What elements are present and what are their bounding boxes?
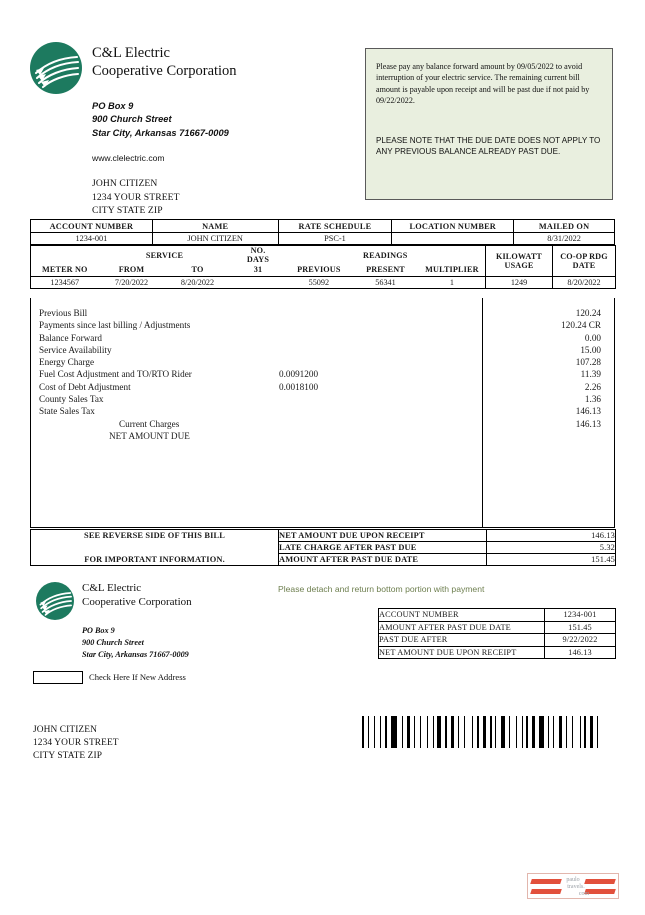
value-location-number <box>392 233 514 245</box>
charge-description: State Sales Tax <box>39 406 95 417</box>
barcode-bar <box>398 716 400 748</box>
barcode-bar <box>455 716 456 748</box>
payment-notice-box <box>365 48 613 200</box>
barcode-bar <box>451 716 454 748</box>
summary-value-0: 146.13 <box>487 530 616 542</box>
barcode-bar <box>595 716 596 748</box>
value-from: 7/20/2022 <box>99 276 165 288</box>
amount-column-divider <box>482 298 483 527</box>
coop-line2: DATE <box>572 260 596 270</box>
barcode-bar <box>532 716 535 748</box>
col-days-value: 31 <box>231 264 286 276</box>
spacer-meter <box>31 246 99 265</box>
barcode-bar <box>553 716 554 748</box>
stub-row <box>379 634 616 647</box>
stub-company-name-line1: C&L Electric <box>82 582 142 594</box>
barcode-bar <box>545 716 546 748</box>
charge-amount: 146.13 <box>575 406 601 417</box>
barcode-bar <box>536 716 537 748</box>
barcode-bar <box>407 716 410 748</box>
barcode-bar <box>477 716 479 748</box>
barcode-bar <box>402 716 403 748</box>
summary-label-0: NET AMOUNT DUE UPON RECEIPT <box>279 530 487 542</box>
barcode-bar <box>385 716 387 748</box>
charge-amount: 15.00 <box>580 344 601 355</box>
customer-name: JOHN CITIZEN <box>92 178 158 190</box>
company-address-line1: PO Box 9 <box>92 101 134 111</box>
stub-row <box>379 646 616 659</box>
barcode-bar <box>539 716 544 748</box>
value-present: 56341 <box>352 276 419 288</box>
barcode-bar <box>483 716 486 748</box>
charge-description: Fuel Cost Adjustment and TO/RTO Rider <box>39 369 192 380</box>
account-summary-table <box>30 219 615 245</box>
col-from: FROM <box>99 264 165 276</box>
stub-row <box>379 621 616 634</box>
coop-circle-logo-icon <box>30 42 82 94</box>
col-name: NAME <box>152 220 278 233</box>
new-address-checkbox[interactable] <box>33 671 83 684</box>
barcode-bar <box>391 716 397 748</box>
charge-row <box>31 381 614 393</box>
barcode-bar <box>412 716 413 748</box>
reverse-side-note-line2 <box>31 542 279 554</box>
col-account-number: ACCOUNT NUMBER <box>31 220 153 233</box>
barcode-bar <box>572 716 573 748</box>
barcode-bar <box>362 716 364 748</box>
new-address-label: Check Here If New Address <box>89 672 186 682</box>
barcode-bar <box>530 716 531 748</box>
charges-detail-panel <box>30 298 615 528</box>
value-name: JOHN CITIZEN <box>152 233 278 245</box>
group-no-days <box>231 246 286 265</box>
table-row <box>31 233 615 245</box>
barcode-bar <box>458 716 459 748</box>
barcode-bar <box>490 716 492 748</box>
charge-row <box>31 430 614 442</box>
barcode-bar <box>588 716 589 748</box>
stub-address-line2: 900 Church Street <box>82 637 144 647</box>
barcode-bar <box>404 716 406 748</box>
stub-value-0: 1234-001 <box>545 609 616 622</box>
charge-description: NET AMOUNT DUE <box>109 430 190 441</box>
barcode-bar <box>370 716 372 748</box>
bill-summary-table <box>30 529 615 566</box>
kwh-line1: KILOWATT <box>495 251 543 261</box>
charge-row <box>31 368 614 380</box>
value-to: 8/20/2022 <box>165 276 231 288</box>
summary-label-1: LATE CHARGE AFTER PAST DUE <box>279 542 487 554</box>
barcode-bar <box>568 716 570 748</box>
service-readings-table <box>30 245 615 289</box>
remit-street: 1234 YOUR STREET <box>33 737 119 748</box>
barcode-bar <box>548 716 549 748</box>
stub-company-identity <box>36 582 192 620</box>
barcode-bar <box>493 716 494 748</box>
value-days <box>231 276 286 288</box>
value-mailed-on: 8/31/2022 <box>514 233 615 245</box>
company-name <box>92 42 237 80</box>
barcode-bar <box>487 716 488 748</box>
summary-value-2: 151.45 <box>487 554 616 566</box>
barcode-bar <box>376 716 379 748</box>
stub-label-3: NET AMOUNT DUE UPON RECEIPT <box>379 646 545 659</box>
watermark-line1: paulo <box>566 877 580 883</box>
barcode-bar <box>559 716 562 748</box>
barcode-icon <box>362 716 599 748</box>
barcode-bar <box>475 716 476 748</box>
barcode-bar <box>374 716 375 748</box>
stub-company-name <box>82 582 192 610</box>
stub-row <box>379 609 616 622</box>
reverse-side-note-line3: FOR IMPORTANT INFORMATION. <box>31 554 279 566</box>
charge-description: Previous Bill <box>39 308 88 318</box>
charge-amount: 1.36 <box>584 394 601 405</box>
notice-paragraph-1: Please pay any balance forward amount by 09/05/2022 to avoid interruption of your electric service. The remaining current bill amount is payable upon receipt and will be past due if not paid by 09/22/2022. <box>376 62 590 106</box>
summary-row <box>31 530 616 542</box>
barcode-bar <box>556 716 558 748</box>
barcode-bar <box>368 716 369 748</box>
barcode-bar <box>443 716 444 748</box>
barcode-bar <box>550 716 552 748</box>
notice-paragraph-2: PLEASE NOTE THAT THE DUE DATE DOES NOT APPLY TO ANY PREVIOUS BALANCE ALREADY PAST DUE. <box>376 135 601 157</box>
col-present: PRESENT <box>352 264 419 276</box>
value-coop-rdg-date: 8/20/2022 <box>553 276 616 288</box>
stub-label-0: ACCOUNT NUMBER <box>379 609 545 622</box>
value-rate-schedule: PSC-1 <box>278 233 392 245</box>
watermark-text <box>528 877 618 898</box>
stub-value-2: 9/22/2022 <box>545 634 616 647</box>
barcode-bar <box>389 716 390 748</box>
watermark-line2: travels. <box>567 884 585 890</box>
reverse-side-note-line1: SEE REVERSE SIDE OF THIS BILL <box>31 530 279 542</box>
charge-row <box>31 393 614 405</box>
barcode-bar <box>464 716 465 748</box>
stub-label-1: AMOUNT AFTER PAST DUE DATE <box>379 621 545 634</box>
barcode-bar <box>590 716 593 748</box>
remit-city-state-zip: CITY STATE ZIP <box>33 750 103 761</box>
charge-amount: 2.26 <box>584 381 601 392</box>
stub-label-2: PAST DUE AFTER <box>379 634 545 647</box>
barcode-bar <box>501 716 505 748</box>
barcode-bar <box>449 716 450 748</box>
barcode-bar <box>509 716 510 748</box>
charge-row <box>31 344 614 356</box>
paulo-travels-watermark <box>527 873 619 899</box>
charge-row <box>31 405 614 417</box>
stub-address-line3: Star City, Arkansas 71667-0009 <box>82 649 189 659</box>
col-mailed-on: MAILED ON <box>514 220 615 233</box>
charge-amount: 107.28 <box>575 357 601 368</box>
summary-value-1: 5.32 <box>487 542 616 554</box>
barcode-bar <box>417 716 419 748</box>
col-to: TO <box>165 264 231 276</box>
barcode-bar <box>472 716 473 748</box>
barcode-bar <box>582 716 583 748</box>
customer-street: 1234 YOUR STREET <box>92 191 180 203</box>
barcode-bar <box>466 716 471 748</box>
barcode-bar <box>564 716 565 748</box>
stub-value-3: 146.13 <box>545 646 616 659</box>
barcode-bar <box>433 716 434 748</box>
group-readings: READINGS <box>286 246 486 265</box>
charge-amount: 120.24 <box>575 308 601 318</box>
value-meter-no: 1234567 <box>31 276 99 288</box>
stub-company-name-line2: Cooperative Corporation <box>82 595 192 608</box>
summary-label-2: AMOUNT AFTER PAST DUE DATE <box>279 554 487 566</box>
barcode-bar <box>427 716 428 748</box>
charge-description: Balance Forward <box>39 332 103 343</box>
value-account-number: 1234-001 <box>31 233 153 245</box>
barcode-bar <box>445 716 447 748</box>
stub-company-address <box>82 625 189 661</box>
remit-name: JOHN CITIZEN <box>33 725 97 735</box>
charge-description: Payments since last billing / Adjustments <box>39 320 191 331</box>
value-kilowatt-usage: 1249 <box>486 276 553 288</box>
charge-description: County Sales Tax <box>39 394 104 405</box>
barcode-bar <box>365 716 366 748</box>
charge-description: Energy Charge <box>39 357 95 368</box>
company-name-line2: Cooperative Corporation <box>92 63 237 80</box>
barcode-bar <box>414 716 415 748</box>
company-website[interactable]: www.clelectric.com <box>92 153 165 164</box>
remit-address-block <box>33 724 119 763</box>
barcode-bar <box>498 716 500 748</box>
barcode-bar <box>480 716 481 748</box>
barcode-bar <box>507 716 508 748</box>
charge-amount: 146.13 <box>575 418 601 429</box>
col-rate-schedule: RATE SCHEDULE <box>278 220 392 233</box>
col-meter-no: METER NO <box>31 264 99 276</box>
barcode-bar <box>511 716 514 748</box>
barcode-bar <box>435 716 436 748</box>
barcode-bar <box>380 716 381 748</box>
barcode-bar <box>597 716 598 748</box>
company-address-line3: Star City, Arkansas 71667-0009 <box>92 127 229 138</box>
col-multiplier: MULTIPLIER <box>419 264 486 276</box>
company-address-line2: 900 Church Street <box>92 114 172 125</box>
service-data-row <box>31 276 616 288</box>
barcode-bar <box>420 716 421 748</box>
barcode-bar <box>495 716 496 748</box>
summary-row <box>31 542 616 554</box>
barcode-bar <box>566 716 567 748</box>
charge-row <box>31 319 614 331</box>
col-coop-rdg-date <box>553 246 616 277</box>
charge-amount: 0.00 <box>584 332 601 343</box>
group-no-days-line1: NO. <box>250 246 266 255</box>
barcode-bar <box>522 716 523 748</box>
summary-row <box>31 554 616 566</box>
charge-amount: 120.24 CR <box>561 320 601 331</box>
watermark-line3: com <box>578 891 590 897</box>
col-kilowatt-usage <box>486 246 553 277</box>
barcode-bar <box>460 716 462 748</box>
company-name-line1: C&L Electric <box>92 45 170 61</box>
barcode-bar <box>422 716 425 748</box>
barcode-bar <box>516 716 517 748</box>
charge-description: Cost of Debt Adjustment <box>39 381 131 392</box>
barcode-bar <box>518 716 520 748</box>
table-header-row <box>31 220 615 233</box>
col-location-number: LOCATION NUMBER <box>392 220 514 233</box>
barcode-bar <box>524 716 525 748</box>
charge-rate: 0.0091200 <box>279 369 319 380</box>
value-previous: 55092 <box>286 276 353 288</box>
service-group-header-row <box>31 246 616 265</box>
coop-line1: CO-OP RDG <box>560 251 608 261</box>
barcode-bar <box>429 716 431 748</box>
charge-rate: 0.0018100 <box>279 381 319 392</box>
charge-row <box>31 356 614 368</box>
stub-payment-table <box>378 608 615 659</box>
stub-value-1: 151.45 <box>545 621 616 634</box>
barcode-bar <box>526 716 528 748</box>
customer-city-state-zip: CITY STATE ZIP <box>92 204 163 216</box>
charge-row <box>31 307 614 319</box>
charge-amount: 11.39 <box>580 369 601 380</box>
barcode-bar <box>584 716 586 748</box>
coop-circle-logo-icon <box>36 582 74 620</box>
detach-instruction: Please detach and return bottom portion with payment <box>278 584 485 594</box>
group-service: SERVICE <box>99 246 231 265</box>
value-multiplier: 1 <box>419 276 486 288</box>
charge-description: Current Charges <box>119 418 180 429</box>
barcode-bar <box>383 716 384 748</box>
barcode-bar <box>437 716 441 748</box>
charge-row <box>31 418 614 430</box>
barcode-bar <box>580 716 581 748</box>
barcode-bar <box>574 716 578 748</box>
group-no-days-line2: DAYS <box>246 255 270 264</box>
charge-row <box>31 332 614 344</box>
charges-list <box>31 298 614 442</box>
charge-description: Service Availability <box>39 344 112 355</box>
kwh-line2: USAGE <box>504 260 534 270</box>
stub-address-line1: PO Box 9 <box>82 626 115 635</box>
col-previous: PREVIOUS <box>286 264 353 276</box>
